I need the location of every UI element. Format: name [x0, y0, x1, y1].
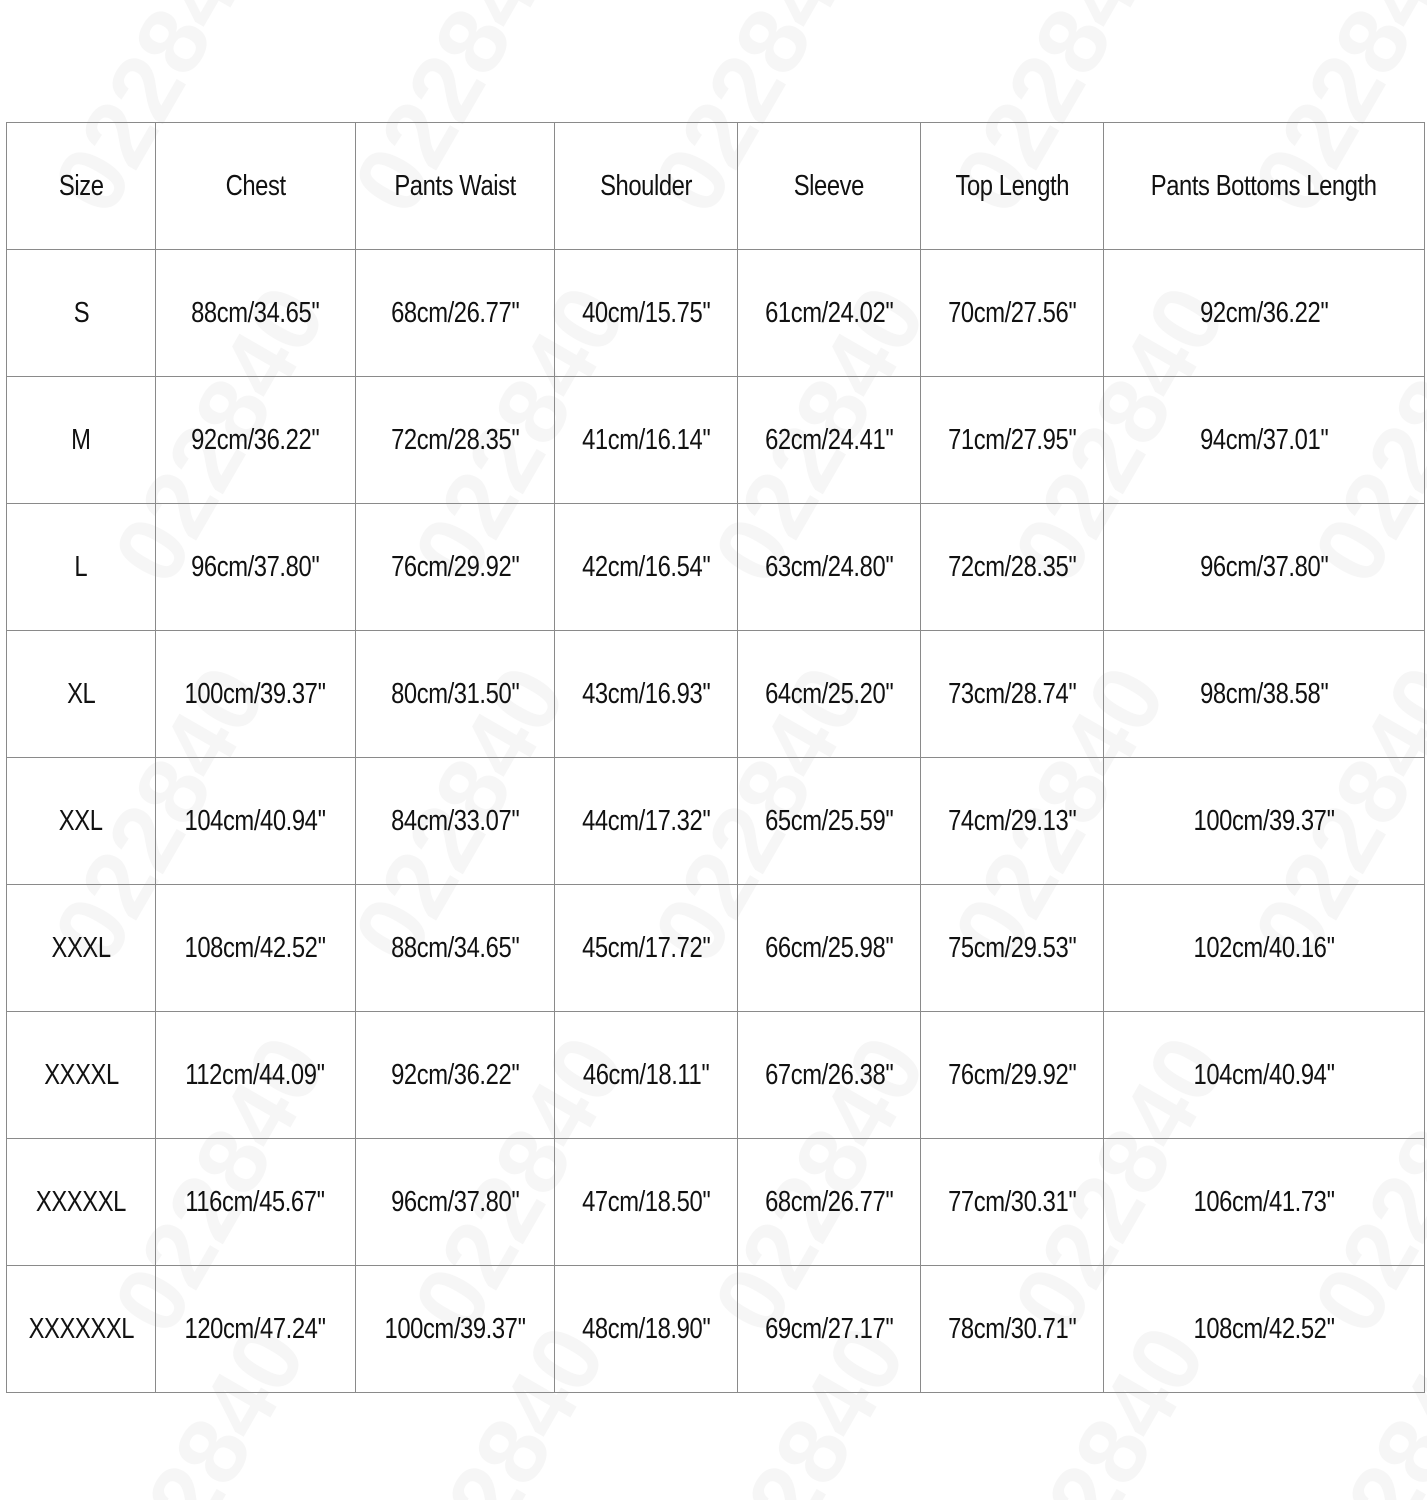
measurement-value: 104cm/40.94''	[184, 804, 327, 837]
measurement-cell	[921, 1266, 1104, 1393]
size-cell	[7, 377, 156, 504]
measurement-cell	[738, 758, 921, 885]
column-header	[356, 123, 555, 250]
column-header	[156, 123, 356, 250]
measurement-value: 104cm/40.94''	[1193, 1058, 1335, 1091]
table-row	[7, 631, 1425, 758]
measurement-cell	[156, 504, 356, 631]
measurement-value: 98cm/38.58''	[1199, 677, 1329, 710]
measurement-cell	[555, 631, 738, 758]
measurement-value: 68cm/26.77''	[390, 296, 520, 329]
measurement-cell	[156, 250, 356, 377]
size-cell	[7, 250, 156, 377]
measurement-cell	[555, 1266, 738, 1393]
measurement-cell	[921, 631, 1104, 758]
measurement-value: 78cm/30.71''	[947, 1312, 1077, 1345]
measurement-cell	[356, 250, 555, 377]
table-header-row	[7, 123, 1425, 250]
measurement-value: 120cm/47.24''	[184, 1312, 327, 1345]
measurement-value: 76cm/29.92''	[390, 550, 520, 583]
size-label: XXXXL	[43, 1058, 119, 1091]
measurement-cell	[738, 1012, 921, 1139]
measurement-value: 72cm/28.35''	[390, 423, 520, 456]
measurement-cell	[738, 250, 921, 377]
measurement-cell	[156, 1139, 356, 1266]
size-label: XL	[66, 677, 96, 710]
measurement-cell	[356, 885, 555, 1012]
measurement-cell	[738, 885, 921, 1012]
measurement-value: 45cm/17.72''	[581, 931, 711, 964]
column-header	[921, 123, 1104, 250]
measurement-value: 76cm/29.92''	[947, 1058, 1077, 1091]
measurement-value: 67cm/26.38''	[764, 1058, 894, 1091]
size-cell	[7, 631, 156, 758]
table-row	[7, 1139, 1425, 1266]
table-row	[7, 1266, 1425, 1393]
measurement-cell	[921, 504, 1104, 631]
measurement-value: 64cm/25.20''	[764, 677, 894, 710]
measurement-value: 61cm/24.02''	[764, 296, 894, 329]
measurement-cell	[156, 631, 356, 758]
measurement-value: 41cm/16.14''	[581, 423, 711, 456]
size-label: XXXL	[51, 931, 111, 964]
measurement-value: 73cm/28.74''	[947, 677, 1077, 710]
measurement-value: 92cm/36.22''	[390, 1058, 520, 1091]
measurement-cell	[921, 885, 1104, 1012]
measurement-cell	[921, 758, 1104, 885]
column-header	[738, 123, 921, 250]
measurement-value: 62cm/24.41''	[764, 423, 894, 456]
measurement-cell	[921, 1012, 1104, 1139]
measurement-cell	[356, 1266, 555, 1393]
measurement-value: 92cm/36.22''	[1199, 296, 1329, 329]
measurement-cell	[1104, 1266, 1425, 1393]
measurement-value: 77cm/30.31''	[947, 1185, 1077, 1218]
measurement-value: 88cm/34.65''	[390, 931, 520, 964]
measurement-value: 108cm/42.52''	[184, 931, 327, 964]
column-header-label: Pants Waist	[394, 169, 516, 202]
measurement-cell	[738, 504, 921, 631]
table-row	[7, 377, 1425, 504]
measurement-value: 48cm/18.90''	[581, 1312, 711, 1345]
column-header	[7, 123, 156, 250]
measurement-cell	[1104, 758, 1425, 885]
measurement-cell	[356, 504, 555, 631]
measurement-cell	[921, 250, 1104, 377]
size-cell	[7, 758, 156, 885]
measurement-cell	[156, 885, 356, 1012]
measurement-cell	[356, 1012, 555, 1139]
table-row	[7, 885, 1425, 1012]
size-label: XXL	[59, 804, 103, 837]
measurement-value: 84cm/33.07''	[390, 804, 520, 837]
measurement-value: 43cm/16.93''	[581, 677, 711, 710]
measurement-value: 102cm/40.16''	[1193, 931, 1335, 964]
measurement-cell	[738, 1139, 921, 1266]
measurement-cell	[921, 377, 1104, 504]
measurement-value: 108cm/42.52''	[1193, 1312, 1335, 1345]
measurement-cell	[1104, 1139, 1425, 1266]
measurement-cell	[156, 377, 356, 504]
measurement-cell	[555, 1139, 738, 1266]
measurement-cell	[156, 758, 356, 885]
table-row	[7, 504, 1425, 631]
measurement-value: 74cm/29.13''	[947, 804, 1077, 837]
column-header	[1104, 123, 1425, 250]
size-cell	[7, 1266, 156, 1393]
measurement-cell	[555, 885, 738, 1012]
measurement-value: 71cm/27.95''	[947, 423, 1077, 456]
measurement-value: 96cm/37.80''	[390, 1185, 520, 1218]
table-body	[7, 250, 1425, 1393]
measurement-value: 96cm/37.80''	[191, 550, 320, 583]
measurement-cell	[1104, 631, 1425, 758]
column-header	[555, 123, 738, 250]
table-row	[7, 250, 1425, 377]
measurement-value: 92cm/36.22''	[191, 423, 320, 456]
measurement-value: 72cm/28.35''	[947, 550, 1077, 583]
measurement-value: 47cm/18.50''	[581, 1185, 711, 1218]
measurement-value: 75cm/29.53''	[947, 931, 1077, 964]
size-cell	[7, 1012, 156, 1139]
measurement-cell	[555, 504, 738, 631]
size-cell	[7, 885, 156, 1012]
measurement-cell	[356, 631, 555, 758]
measurement-value: 106cm/41.73''	[1193, 1185, 1335, 1218]
column-header-label: Size	[58, 169, 104, 202]
measurement-value: 42cm/16.54''	[581, 550, 711, 583]
measurement-value: 88cm/34.65''	[191, 296, 320, 329]
measurement-cell	[356, 1139, 555, 1266]
measurement-value: 94cm/37.01''	[1199, 423, 1329, 456]
measurement-cell	[921, 1139, 1104, 1266]
measurement-value: 70cm/27.56''	[947, 296, 1077, 329]
table-row	[7, 758, 1425, 885]
measurement-cell	[555, 377, 738, 504]
measurement-value: 100cm/39.37''	[384, 1312, 526, 1345]
measurement-cell	[738, 377, 921, 504]
measurement-cell	[1104, 250, 1425, 377]
measurement-cell	[1104, 1012, 1425, 1139]
size-label: XXXXXXL	[28, 1312, 134, 1345]
measurement-value: 80cm/31.50''	[390, 677, 520, 710]
measurement-value: 66cm/25.98''	[764, 931, 894, 964]
measurement-value: 46cm/18.11''	[582, 1058, 710, 1091]
measurement-value: 116cm/45.67''	[185, 1185, 326, 1218]
measurement-cell	[156, 1012, 356, 1139]
measurement-cell	[555, 758, 738, 885]
size-label: M	[71, 423, 91, 456]
measurement-value: 63cm/24.80''	[764, 550, 894, 583]
measurement-cell	[356, 758, 555, 885]
measurement-value: 44cm/17.32''	[581, 804, 711, 837]
column-header-label: Chest	[225, 169, 286, 202]
measurement-value: 65cm/25.59''	[764, 804, 894, 837]
measurement-value: 112cm/44.09''	[185, 1058, 326, 1091]
measurement-cell	[1104, 504, 1425, 631]
table-row	[7, 1012, 1425, 1139]
measurement-value: 68cm/26.77''	[764, 1185, 894, 1218]
measurement-cell	[555, 1012, 738, 1139]
column-header-label: Top Length	[955, 169, 1069, 202]
measurement-value: 69cm/27.17''	[764, 1312, 894, 1345]
measurement-cell	[356, 377, 555, 504]
size-chart-table	[6, 122, 1425, 1393]
size-label: S	[73, 296, 89, 329]
column-header-label: Shoulder	[600, 169, 692, 202]
size-label: L	[74, 550, 88, 583]
measurement-value: 40cm/15.75''	[581, 296, 711, 329]
size-cell	[7, 1139, 156, 1266]
measurement-value: 100cm/39.37''	[1193, 804, 1335, 837]
measurement-cell	[738, 1266, 921, 1393]
measurement-value: 100cm/39.37''	[184, 677, 327, 710]
size-label: XXXXXL	[35, 1185, 127, 1218]
column-header-label: Sleeve	[793, 169, 865, 202]
measurement-cell	[555, 250, 738, 377]
measurement-cell	[156, 1266, 356, 1393]
measurement-cell	[738, 631, 921, 758]
measurement-cell	[1104, 377, 1425, 504]
size-cell	[7, 504, 156, 631]
measurement-cell	[1104, 885, 1425, 1012]
measurement-value: 96cm/37.80''	[1199, 550, 1329, 583]
column-header-label: Pants Bottoms Length	[1151, 169, 1377, 202]
